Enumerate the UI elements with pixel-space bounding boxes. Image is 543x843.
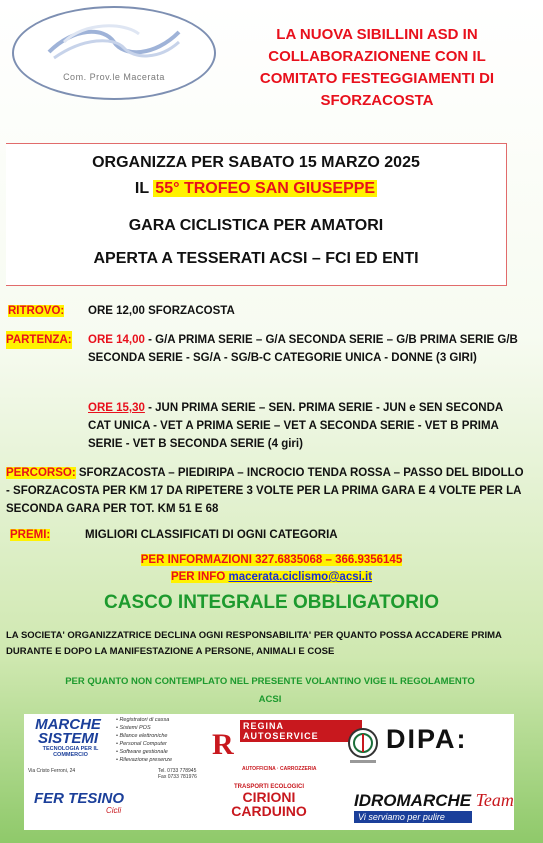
marche-sistemi-tagline: TECNOLOGIA PER IL COMMERCIO: [42, 746, 99, 758]
cirioni-line2: CARDUINO: [231, 803, 307, 819]
header-line: COLLABORAZIONENE CON IL: [268, 48, 486, 65]
acsi-wave-icon: [44, 22, 184, 62]
percorso-label: PERCORSO:: [6, 467, 76, 479]
marche-sistemi-fax: Fax 0733 781976: [158, 774, 197, 780]
marche-sistemi-name: [28, 718, 108, 746]
event-type: GARA CICLISTICA PER AMATORI: [128, 217, 384, 234]
info-mail-prefix: PER INFO: [170, 571, 229, 583]
header-line: SFORZACOSTA: [320, 92, 434, 109]
regina-name: REGINA AUTOSERVICE: [240, 720, 362, 742]
info-email-link[interactable]: macerata.ciclismo@acsi.it: [228, 571, 373, 583]
partenza-categories-2: - JUN PRIMA SERIE – SEN. PRIMA SERIE - JUN e SEN SECONDA CAT UNICA - VET A PRIMA SERIE – VET A SECONDA SERIE - VET B PRIMA SERIE - VET B SECONDA SERIE (4 giri): [88, 402, 503, 450]
marche-sistemi-address: Via Cristo Ferroni, 24: [28, 768, 76, 774]
sponsor-idromarche: [354, 790, 514, 823]
cirioni-top: TRASPORTI ECOLOGICI: [233, 784, 304, 790]
event-date: ORGANIZZA PER SABATO 15 MARZO 2025: [92, 154, 420, 171]
marche-sistemi-contacts: [158, 768, 197, 780]
percorso-row: [6, 464, 526, 518]
sponsors-strip: [24, 714, 514, 830]
disclaimer: LA SOCIETA' ORGANIZZATRICE DECLINA OGNI RESPONSABILITA' PER QUANTO POSSA ACCADERE PRIMA DURANTE E DOPO LA MANIFESTAZIONE A PERSONE, ANIMALI E COSE: [6, 630, 502, 657]
ritrovo-value: ORE 12,00 SFORZACOSTA: [88, 305, 235, 317]
service-item: • Bilance elettroniche: [116, 733, 168, 739]
sponsor-fer-tesino: [34, 790, 125, 815]
casco-notice: CASCO INTEGRALE OBBLIGATORIO: [104, 592, 439, 613]
info-phone: PER INFORMAZIONI 327.6835068 – 366.9356145: [140, 554, 403, 566]
marche-sistemi-services: [116, 716, 172, 764]
header-line: LA NUOVA SIBILLINI ASD IN: [276, 26, 478, 43]
partenza-time-2: ORE 15,30: [88, 402, 145, 414]
marche-sistemi-name-1: MARCHE: [35, 716, 101, 733]
ritrovo-label: RITROVO:: [8, 305, 65, 317]
ritrovo-row: [8, 302, 235, 320]
dipa-name: DIPA:: [386, 724, 468, 754]
sponsor-marche-sistemi: [28, 716, 203, 784]
regina-r-logo: R: [212, 728, 234, 761]
idromarche-slogan: Vi serviamo per pulire: [354, 811, 472, 823]
info-mail: [171, 571, 372, 583]
marche-sistemi-phone: Tel. 0733 778945: [158, 768, 197, 774]
header-line: COMITATO FESTEGGIAMENTI DI: [259, 70, 495, 87]
service-item: • Software gestionale: [116, 749, 168, 755]
marche-sistemi-name-2: SISTEMI: [37, 730, 98, 747]
idromarche-name: IDROMARCHE: [354, 791, 472, 810]
sponsor-dipa: [386, 724, 468, 755]
regolamento-note: PER QUANTO NON CONTEMPLATO NEL PRESENTE VOLANTINO VIGE IL REGOLAMENTO ACSI: [65, 676, 475, 705]
idromarche-team: Team: [475, 790, 514, 810]
sponsor-regina: [212, 720, 362, 780]
acsi-logo: [12, 6, 216, 100]
partenza-first-race: [88, 331, 518, 367]
fer-tesino-name: FER TESINO: [34, 790, 125, 807]
partenza-categories-1: - G/A PRIMA SERIE – G/A SECONDA SERIE – G/B PRIMA SERIE G/B SECONDA SERIE - SG/A - SG/B-C CATEGORIE UNICA - DONNE (3 GIRI): [88, 334, 518, 364]
service-item: • Sistemi POS: [116, 725, 151, 731]
cirioni-line1: CIRIONI: [242, 789, 296, 805]
fer-tesino-sub: Cicli: [106, 806, 122, 815]
service-item: • Rilevazione presenze: [116, 757, 173, 763]
service-item: • Personal Computer: [116, 741, 167, 747]
organizer-header: [218, 24, 536, 112]
partenza-second-race: [88, 399, 518, 453]
event-title-prefix: IL: [134, 180, 154, 197]
percorso-text: SFORZACOSTA – PIEDIRIPA – INCROCIO TENDA ROSSA – PASSO DEL BIDOLLO - SFORZACOSTA PER KM 17 DA RIPETERE 3 VOLTE PER LA PRIMA GARA E 4 VOLTE PER LA SECONDA GARA PER TOT. KM 51 E 68: [6, 467, 524, 515]
premi-value: MIGLIORI CLASSIFICATI DI OGNI CATEGORIA: [85, 529, 338, 541]
premi-row: [10, 526, 530, 544]
event-box: [6, 143, 507, 286]
info-block: [0, 552, 543, 586]
partenza-label: PARTENZA:: [6, 331, 72, 349]
premi-label: PREMI:: [10, 529, 51, 541]
event-eligibility: APERTA A TESSERATI ACSI – FCI ED ENTI: [93, 250, 419, 267]
event-title: [6, 180, 506, 198]
event-title-highlight: 55° TROFEO SAN GIUSEPPE: [155, 180, 376, 197]
alfa-romeo-emblem-icon: [344, 726, 382, 766]
logo-subtitle: Com. Prov.le Macerata: [63, 72, 165, 82]
sponsor-cirioni: [194, 784, 344, 830]
regina-footer: AUTOFFICINA · CARROZZERIA: [242, 766, 317, 772]
partenza-time-1: ORE 14,00: [88, 334, 145, 346]
service-item: • Registratori di cassa: [116, 717, 170, 723]
